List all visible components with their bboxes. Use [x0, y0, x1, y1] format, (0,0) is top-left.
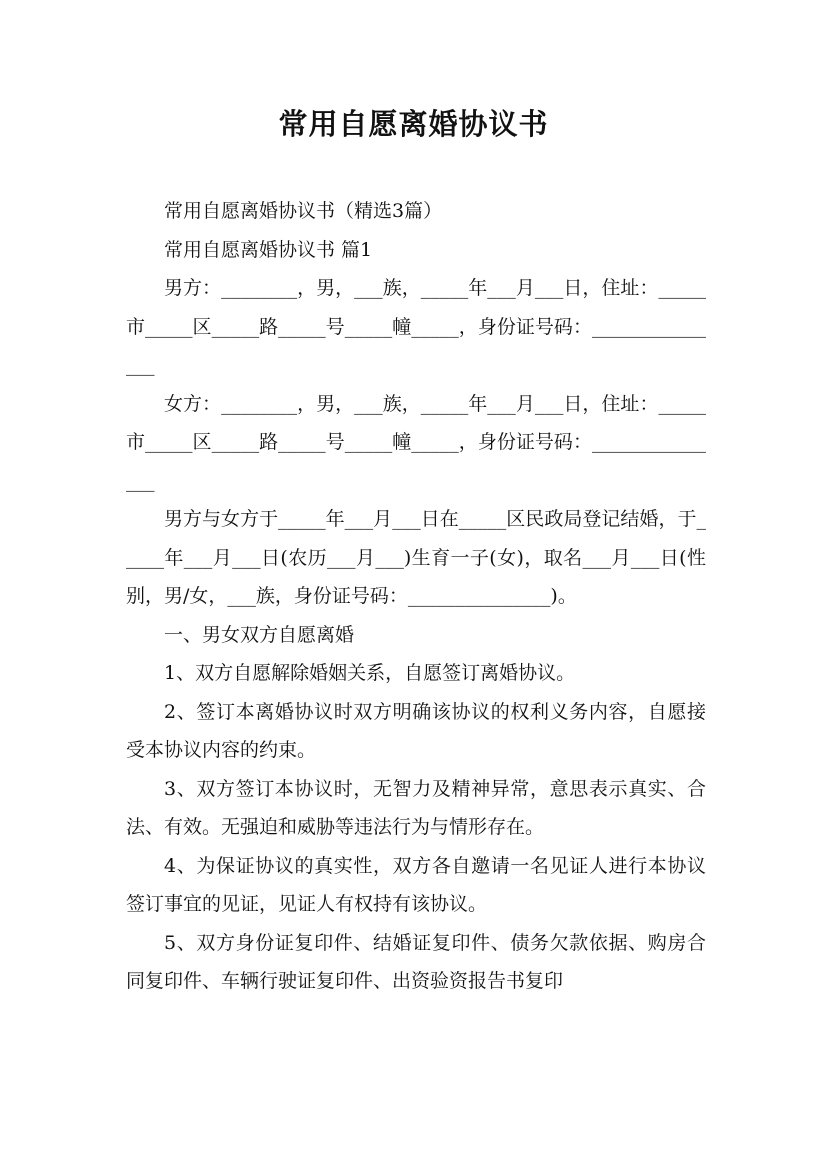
clause-5-paragraph: 5、双方身份证复印件、结婚证复印件、债务欠款依据、购房合同复印件、车辆行驶证复印件、出资验资报告书复印: [126, 931, 706, 992]
section-heading-paragraph: 常用自愿离婚协议书 篇1: [164, 238, 373, 261]
subtitle-paragraph: 常用自愿离婚协议书（精选3篇）: [164, 200, 443, 222]
clause-heading-paragraph: 一、男女双方自愿离婚: [164, 623, 355, 646]
female-party-paragraph: 女方：________，男，___族，_____年___月___日，住址：_____市_____区_____路_____号_____幢_____，身份证号码：_______________: [126, 392, 706, 492]
clause-2-paragraph: 2、签订本离婚协议时双方明确该协议的权利义务内容，自愿接受本协议内容的约束。: [126, 700, 706, 761]
marriage-info-paragraph: 男方与女方于_____年___月___日在_____区民政局登记结婚，于_____年___月___日(农历___月___)生育一子(女)，取名___月___日(性别，男/女，___族，身份证号码：_______________)。: [126, 508, 706, 607]
document-title: 常用自愿离婚协议书: [278, 107, 549, 141]
document-body: [126, 192, 706, 1001]
clause-1-paragraph: 1、双方自愿解除婚姻关系，自愿签订离婚协议。: [164, 662, 576, 684]
clause-4-paragraph: 4、为保证协议的真实性，双方各自邀请一名见证人进行本协议签订事宜的见证，见证人有权持有该协议。: [126, 854, 706, 915]
male-party-paragraph: 男方：________，男，___族，_____年___月___日，住址：_____市_____区_____路_____号_____幢_____，身份证号码：_______________: [126, 277, 706, 376]
clause-3-paragraph: 3、双方签订本协议时，无智力及精神异常，意思表示真实、合法、有效。无强迫和威胁等违法行为与情形存在。: [126, 777, 706, 838]
